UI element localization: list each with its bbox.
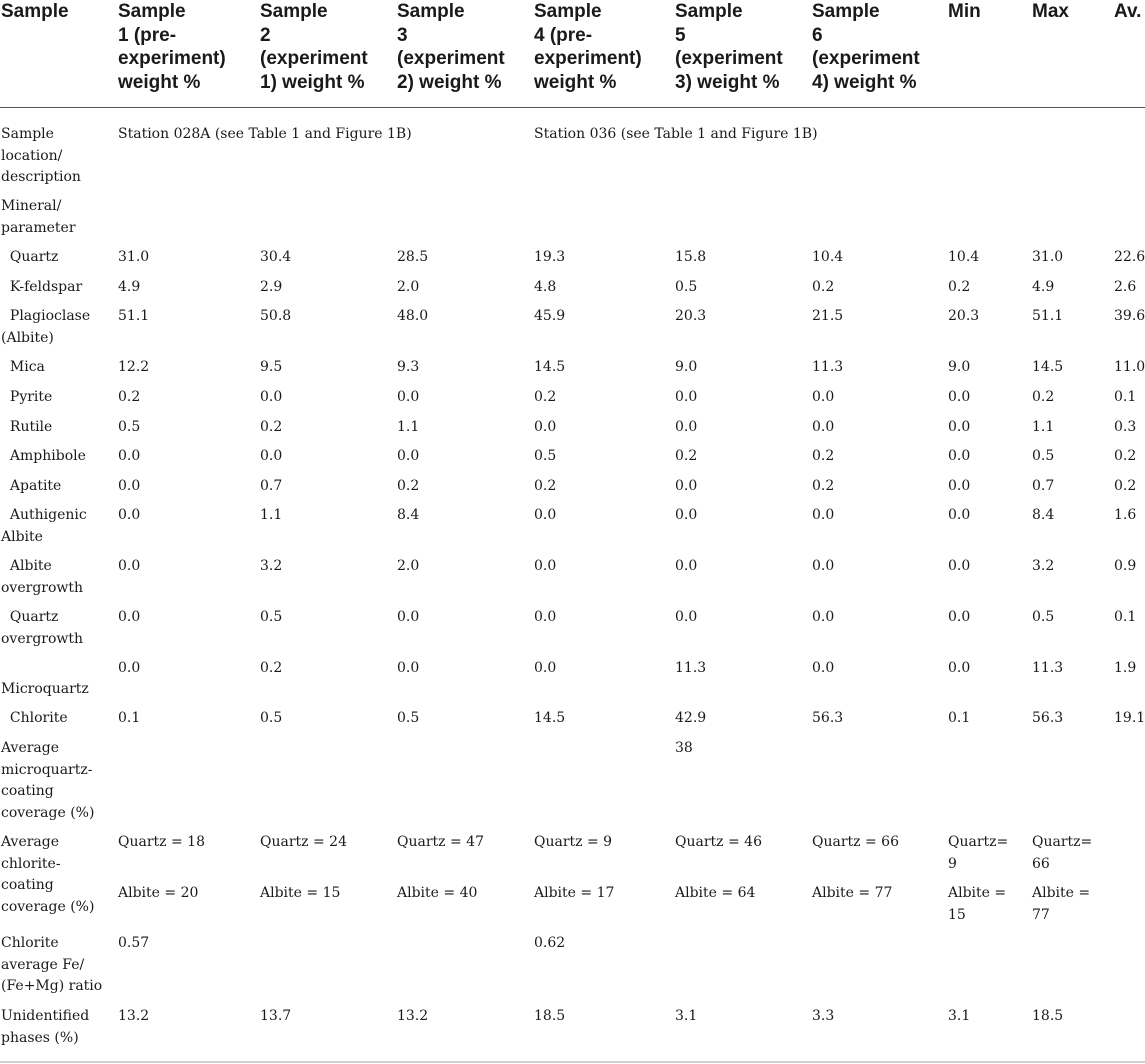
header-sample-4: Sample 4 (pre- experiment) weight %	[534, 1, 642, 93]
fe-ratio-sample-4: 0.62	[534, 935, 566, 951]
chlorite-coverage-quartz-sample-2: Quartz = 24	[260, 834, 347, 850]
mineral-value-max: 8.4	[1032, 507, 1055, 523]
mineral-value-average: 0.2	[1114, 448, 1137, 464]
mineral-value-average: 22.6	[1114, 249, 1145, 265]
mineral-row-label: Plagioclase (Albite)	[1, 308, 91, 346]
chlorite-coverage-albite-sample-6: Albite = 77	[812, 885, 893, 901]
header-divider	[0, 107, 1145, 108]
mineral-row-label: Rutile	[1, 419, 53, 435]
mineral-row-label: Pyrite	[1, 389, 53, 405]
chlorite-coverage-albite-max: Albite = 77	[1032, 885, 1091, 923]
mineral-value-sample-2: 1.1	[260, 507, 283, 523]
chlorite-coverage-quartz-min: Quartz= 9	[948, 834, 1009, 872]
mineral-row-label: K-feldspar	[1, 279, 83, 295]
mineral-value-min: 10.4	[948, 249, 980, 265]
mineral-value-min: 0.0	[948, 478, 971, 494]
mineral-value-sample-6: 0.2	[812, 448, 835, 464]
mineral-value-sample-2: 3.2	[260, 558, 283, 574]
mineral-row-label: Albite overgrowth	[1, 558, 84, 596]
header-sample-1: Sample 1 (pre- experiment) weight %	[118, 1, 226, 93]
mineral-value-min: 0.0	[948, 419, 971, 435]
mineral-row-label: Amphibole	[1, 448, 86, 464]
mineral-value-sample-4: 0.0	[534, 609, 557, 625]
mineral-value-sample-3: 9.3	[397, 359, 420, 375]
location-label: Sample location/ description	[1, 126, 81, 185]
mineral-value-min: 20.3	[948, 308, 980, 324]
mineral-value-average: 19.1	[1114, 710, 1145, 726]
mineral-value-max: 31.0	[1032, 249, 1064, 265]
mineral-value-sample-2: 0.0	[260, 448, 283, 464]
mineral-value-sample-6: 0.2	[812, 478, 835, 494]
header-sample-5: Sample 5 (experiment 3) weight %	[675, 1, 783, 93]
mineral-value-sample-1: 0.0	[118, 478, 141, 494]
mineral-value-sample-3: 1.1	[397, 419, 420, 435]
mineral-value-sample-5: 9.0	[675, 359, 698, 375]
mineral-value-average: 0.1	[1114, 389, 1137, 405]
mineral-value-sample-4: 14.5	[534, 710, 566, 726]
mineral-value-average: 1.9	[1114, 660, 1137, 676]
mineral-value-sample-3: 0.0	[397, 389, 420, 405]
header-min: Min	[948, 1, 981, 22]
mineral-value-sample-1: 51.1	[118, 308, 150, 324]
mineral-value-sample-6: 0.2	[812, 279, 835, 295]
microquartz-coverage-label: Average microquartz- coating coverage (%)	[1, 740, 95, 821]
unidentified-value-max: 18.5	[1032, 1008, 1064, 1024]
mineral-value-sample-5: 11.3	[675, 660, 707, 676]
mineral-value-sample-1: 0.0	[118, 507, 141, 523]
mineral-value-average: 1.6	[1114, 507, 1137, 523]
mineral-value-sample-6: 0.0	[812, 558, 835, 574]
mineral-row-label: Quartz	[1, 249, 59, 265]
mineral-value-sample-6: 11.3	[812, 359, 844, 375]
mineral-value-sample-6: 10.4	[812, 249, 844, 265]
mineral-value-sample-1: 31.0	[118, 249, 150, 265]
header-sample: Sample	[1, 1, 69, 22]
location-station-036: Station 036 (see Table 1 and Figure 1B)	[534, 126, 818, 142]
mineral-value-sample-1: 0.0	[118, 448, 141, 464]
mineral-value-sample-5: 0.0	[675, 609, 698, 625]
unidentified-value-min: 3.1	[948, 1008, 971, 1024]
mineral-value-sample-3: 0.5	[397, 710, 420, 726]
mineral-value-sample-4: 0.0	[534, 419, 557, 435]
mineral-value-sample-1: 12.2	[118, 359, 150, 375]
unidentified-value-sample-5: 3.1	[675, 1008, 698, 1024]
microquartz-coverage-value: 38	[675, 740, 693, 756]
mineral-value-average: 2.6	[1114, 279, 1137, 295]
chlorite-coverage-albite-sample-4: Albite = 17	[534, 885, 615, 901]
mineral-value-max: 11.3	[1032, 660, 1064, 676]
mineral-value-sample-5: 20.3	[675, 308, 707, 324]
mineral-value-sample-4: 0.5	[534, 448, 557, 464]
mineral-value-sample-4: 0.2	[534, 478, 557, 494]
mineral-value-sample-5: 0.5	[675, 279, 698, 295]
mineral-value-sample-6: 56.3	[812, 710, 844, 726]
mineral-value-min: 0.0	[948, 660, 971, 676]
mineral-value-sample-1: 0.0	[118, 660, 141, 676]
mineral-value-sample-4: 0.0	[534, 558, 557, 574]
mineral-value-min: 0.0	[948, 389, 971, 405]
mineral-value-sample-6: 21.5	[812, 308, 844, 324]
mineral-value-max: 0.2	[1032, 389, 1055, 405]
mineral-value-average: 0.2	[1114, 478, 1137, 494]
mineral-value-min: 0.0	[948, 507, 971, 523]
mineral-value-sample-6: 0.0	[812, 660, 835, 676]
mineral-value-sample-3: 2.0	[397, 558, 420, 574]
mineral-value-average: 39.6	[1114, 308, 1145, 324]
mineral-value-sample-1: 0.5	[118, 419, 141, 435]
chlorite-coverage-label: Average chlorite- coating coverage (%)	[1, 834, 95, 915]
mineral-row-label: Chlorite	[1, 710, 68, 726]
header-sample-6: Sample 6 (experiment 4) weight %	[812, 1, 920, 93]
mineral-value-sample-5: 15.8	[675, 249, 707, 265]
mineral-value-sample-2: 0.2	[260, 660, 283, 676]
mineral-value-sample-2: 30.4	[260, 249, 292, 265]
mineral-value-sample-4: 0.2	[534, 389, 557, 405]
mineral-value-average: 0.1	[1114, 609, 1137, 625]
mineral-value-sample-3: 0.0	[397, 448, 420, 464]
mineral-value-sample-4: 0.0	[534, 660, 557, 676]
mineral-value-min: 0.2	[948, 279, 971, 295]
mineral-value-sample-3: 28.5	[397, 249, 429, 265]
mineral-value-sample-5: 0.0	[675, 389, 698, 405]
mineral-value-sample-4: 4.8	[534, 279, 557, 295]
mineral-value-average: 11.0	[1114, 359, 1145, 375]
mineral-value-sample-5: 0.0	[675, 507, 698, 523]
mineral-value-sample-4: 14.5	[534, 359, 566, 375]
chlorite-coverage-quartz-sample-3: Quartz = 47	[397, 834, 484, 850]
chlorite-coverage-quartz-sample-1: Quartz = 18	[118, 834, 205, 850]
mineral-value-max: 0.5	[1032, 448, 1055, 464]
mineral-value-sample-5: 0.2	[675, 448, 698, 464]
chlorite-coverage-albite-sample-5: Albite = 64	[675, 885, 756, 901]
mineral-value-sample-5: 42.9	[675, 710, 707, 726]
chlorite-coverage-quartz-max: Quartz= 66	[1032, 834, 1093, 872]
mineral-value-sample-6: 0.0	[812, 609, 835, 625]
mineral-value-max: 1.1	[1032, 419, 1055, 435]
mineral-row-label: Microquartz	[1, 681, 89, 697]
mineral-value-sample-2: 0.5	[260, 609, 283, 625]
header-sample-3: Sample 3 (experiment 2) weight %	[397, 1, 505, 93]
mineral-value-sample-6: 0.0	[812, 389, 835, 405]
chlorite-coverage-quartz-sample-5: Quartz = 46	[675, 834, 762, 850]
mineral-row-label: Apatite	[1, 478, 62, 494]
mineral-value-max: 0.7	[1032, 478, 1055, 494]
mineral-value-sample-5: 0.0	[675, 419, 698, 435]
mineral-value-average: 0.3	[1114, 419, 1137, 435]
mineral-value-sample-3: 8.4	[397, 507, 420, 523]
mineral-value-max: 0.5	[1032, 609, 1055, 625]
mineral-value-sample-5: 0.0	[675, 558, 698, 574]
table-bottom-border	[0, 1061, 1145, 1063]
mineral-row-label: Quartz overgrowth	[1, 609, 84, 647]
mineral-value-sample-1: 4.9	[118, 279, 141, 295]
mineral-value-average: 0.9	[1114, 558, 1137, 574]
mineral-row-label: Mica	[1, 359, 45, 375]
mineral-value-max: 51.1	[1032, 308, 1064, 324]
mineral-value-max: 3.2	[1032, 558, 1055, 574]
mineral-value-sample-3: 0.0	[397, 660, 420, 676]
mineral-value-sample-4: 19.3	[534, 249, 566, 265]
mineral-value-sample-5: 0.0	[675, 478, 698, 494]
unidentified-value-sample-2: 13.7	[260, 1008, 292, 1024]
mineral-value-sample-1: 0.1	[118, 710, 141, 726]
mineral-value-sample-3: 0.2	[397, 478, 420, 494]
unidentified-label: Unidentified phases (%)	[1, 1008, 90, 1046]
chlorite-coverage-albite-sample-3: Albite = 40	[397, 885, 478, 901]
unidentified-value-sample-6: 3.3	[812, 1008, 835, 1024]
mineral-value-sample-6: 0.0	[812, 507, 835, 523]
unidentified-value-sample-4: 18.5	[534, 1008, 566, 1024]
mineral-value-sample-2: 0.0	[260, 389, 283, 405]
fe-ratio-sample-1: 0.57	[118, 935, 150, 951]
unidentified-value-sample-1: 13.2	[118, 1008, 150, 1024]
mineral-value-sample-2: 2.9	[260, 279, 283, 295]
mineral-parameter-label: Mineral/ parameter	[1, 198, 76, 236]
mineral-value-sample-1: 0.2	[118, 389, 141, 405]
mineral-value-sample-2: 0.2	[260, 419, 283, 435]
unidentified-value-sample-3: 13.2	[397, 1008, 429, 1024]
mineral-value-min: 0.0	[948, 558, 971, 574]
mineral-value-sample-1: 0.0	[118, 558, 141, 574]
chlorite-coverage-albite-sample-2: Albite = 15	[260, 885, 341, 901]
header-average: Av.	[1114, 1, 1142, 22]
mineral-value-sample-1: 0.0	[118, 609, 141, 625]
chlorite-coverage-albite-sample-1: Albite = 20	[118, 885, 199, 901]
header-sample-2: Sample 2 (experiment 1) weight %	[260, 1, 368, 93]
mineral-value-max: 56.3	[1032, 710, 1064, 726]
chlorite-coverage-albite-min: Albite = 15	[948, 885, 1007, 923]
mineral-row-label: Authigenic Albite	[1, 507, 87, 545]
mineral-value-sample-2: 9.5	[260, 359, 283, 375]
fe-ratio-label: Chlorite average Fe/ (Fe+Mg) ratio	[1, 935, 103, 994]
chlorite-coverage-quartz-sample-6: Quartz = 66	[812, 834, 899, 850]
mineral-value-sample-4: 0.0	[534, 507, 557, 523]
mineral-value-min: 0.0	[948, 448, 971, 464]
mineral-value-sample-2: 0.5	[260, 710, 283, 726]
mineral-value-sample-2: 50.8	[260, 308, 292, 324]
mineral-value-sample-6: 0.0	[812, 419, 835, 435]
mineral-value-min: 0.1	[948, 710, 971, 726]
mineral-value-sample-3: 0.0	[397, 609, 420, 625]
mineral-value-sample-3: 2.0	[397, 279, 420, 295]
mineral-value-sample-2: 0.7	[260, 478, 283, 494]
mineral-value-max: 14.5	[1032, 359, 1064, 375]
header-max: Max	[1032, 1, 1069, 22]
location-station-028a: Station 028A (see Table 1 and Figure 1B)	[118, 126, 412, 142]
mineral-value-min: 9.0	[948, 359, 971, 375]
mineral-value-min: 0.0	[948, 609, 971, 625]
mineral-value-max: 4.9	[1032, 279, 1055, 295]
chlorite-coverage-quartz-sample-4: Quartz = 9	[534, 834, 613, 850]
mineral-value-sample-4: 45.9	[534, 308, 566, 324]
mineral-value-sample-3: 48.0	[397, 308, 429, 324]
